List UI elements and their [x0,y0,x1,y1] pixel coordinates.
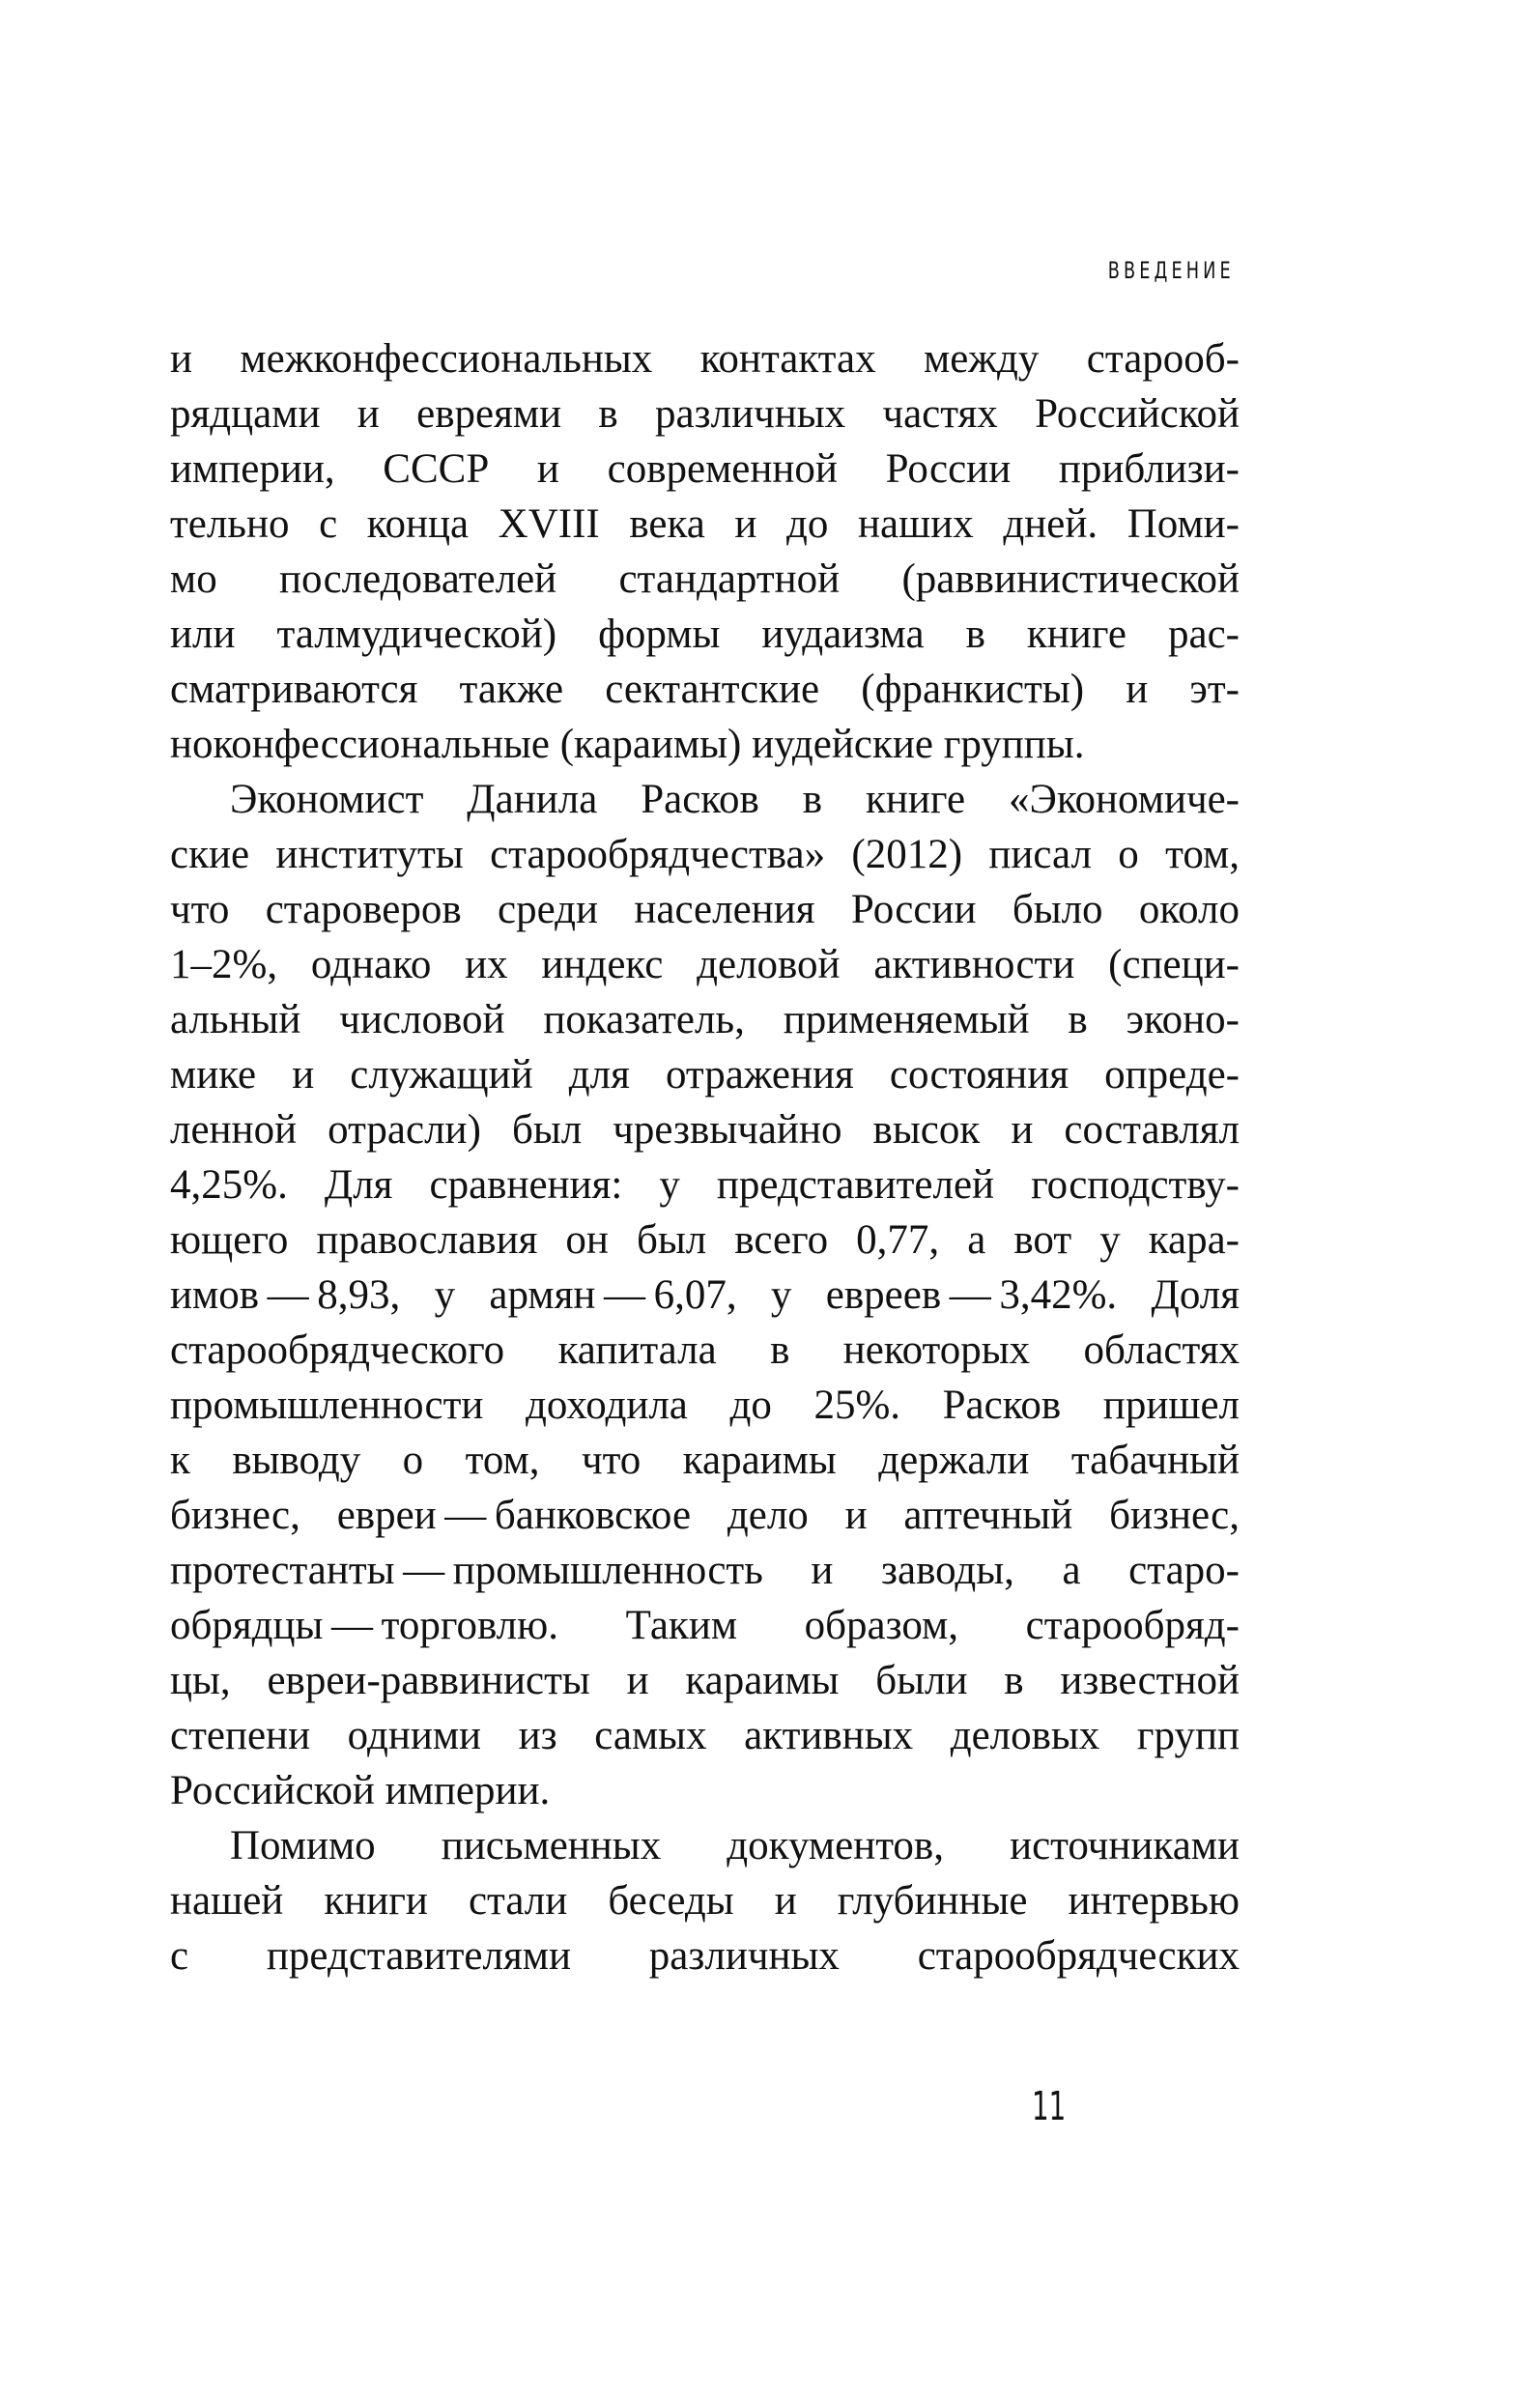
text-line: ленной отрасли) был чрезвычайно высок и составлял [170,1107,1240,1153]
text-line: Российской империи. [170,1768,551,1813]
body-text [170,331,1240,1983]
text-line: нашей книги стали беседы и глубинные интервью [170,1878,1240,1924]
text-line: с представителями различных старообрядческих [170,1933,1240,1979]
text-line: что староверов среди населения России было около [170,887,1240,932]
text-line: имов — 8,93, у армян — 6,07, у евреев — 3,42%. Доля [170,1272,1240,1318]
running-header: ВВЕДЕНИЕ [1107,257,1235,284]
text-line: старообрядческого капитала в некоторых областях [170,1327,1240,1373]
text-line: степени одними из самых активных деловых групп [170,1713,1240,1758]
text-line: и межконфессиональных контактах между старооб- [170,336,1240,382]
page-number: 11 [1032,2083,1067,2129]
text-line: или талмудической) формы иудаизма в книге рас- [170,612,1240,657]
text-line: ские институты старообрядчества» (2012) писал о том, [170,832,1240,877]
text-line: рядцами и евреями в различных частях Российской [170,391,1240,437]
text-line: тельно с конца XVIII века и до наших дней. Поми- [170,501,1240,547]
text-line: мо последователей стандартной (раввинистической [170,556,1240,602]
text-line: к выводу о том, что караимы держали табачный [170,1438,1240,1483]
text-line: обрядцы — торговлю. Таким образом, старообряд- [170,1603,1240,1648]
text-line: бизнес, евреи — банковское дело и аптечный бизнес, [170,1493,1240,1538]
text-line: империи, СССР и современной России приблизи- [170,446,1240,492]
text-line: Помимо письменных документов, источниками [230,1823,1240,1868]
text-line: цы, евреи-раввинисты и караимы были в известной [170,1658,1240,1703]
text-line: альный числовой показатель, применяемый в эконо- [170,997,1240,1042]
text-line: мике и служащий для отражения состояния опреде- [170,1052,1240,1098]
text-line: протестанты — промышленность и заводы, а старо- [170,1548,1240,1593]
text-line: промышленности доходила до 25%. Расков пришел [170,1383,1240,1428]
text-line: 4,25%. Для сравнения: у представителей господству- [170,1162,1240,1208]
text-line: 1–2%, однако их индекс деловой активности (специ- [170,942,1240,987]
text-line: Экономист Данила Расков в книге «Экономиче- [230,777,1240,822]
text-line: ющего православия он был всего 0,77, а вот у кара- [170,1217,1240,1263]
text-line: сматриваются также сектантские (франкисты) и эт- [170,667,1240,712]
text-line: ноконфессиональные (караимы) иудейские группы. [170,722,1085,767]
